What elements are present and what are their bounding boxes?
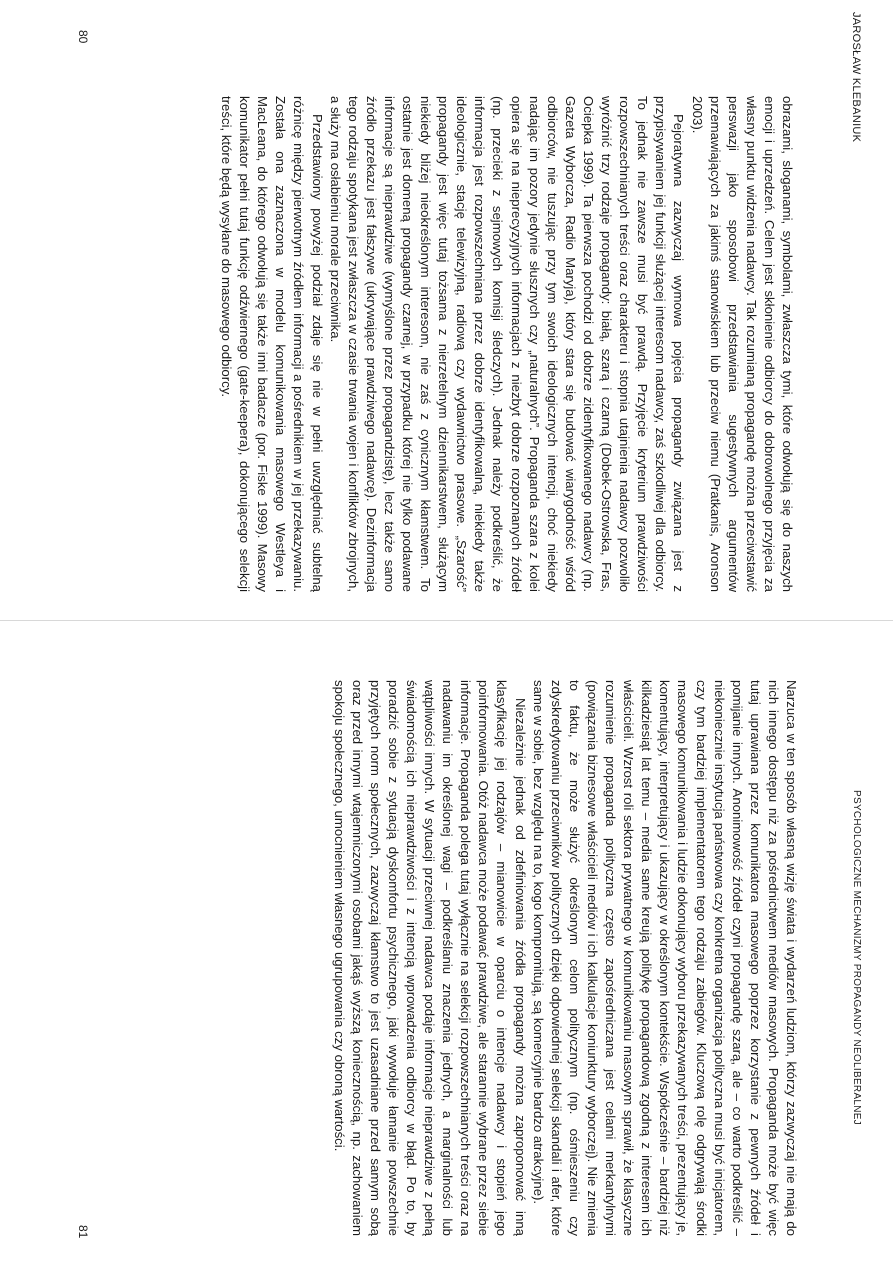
paragraph: obrazami, sloganami, symbolami, zwłaszcza tymi, które odwołują się do naszych emocji i uprzedzeń. Celem jest skłonienie odbiorcy do dobrowolnego przyjęcia za własny punktu widzenia nadawcy. Tak rozumianą propagandę można przeciwstawić perswazji jako sposobowi przedstawiania sugestywnych argumentów przemawiających za jakimś stanowiskiem lub przeciw niemu (Pratkanis, Aronson 2003). [689,96,795,592]
right-page-body [330,680,800,1240]
paragraph: Przedstawiony powyżej podział zdaje się nie w pełni uwzględniać subtelną różnicę między pierwotnym źródłem informacji a pośrednikiem w jej przekazywaniu. Została ona zaznaczona w modelu komunikowania masowego Westleya i MacLeana, do którego odwołują się także inni badacze (por. Fiske 1999). Masowy komunikator pełni tutaj funkcję odźwiernego (gate-keepera), dokonującego selekcji treści, które będą wysyłane do masowego odbiorcy. [219,96,325,592]
left-page-body [217,96,796,596]
scan-fold-line [0,620,893,621]
right-page-text [330,680,800,1236]
page-number-80: 80 [76,30,90,44]
paragraph: Niezależnie jednak od zdefiniowania źródła propagandy można zaproponować inną klasyfikację jej rodzajów – mianowicie w oparciu o intencje nadawcy i stopień jego poinformowania. Otóż nadawca może podawać prawdziwe, ale starannie wybrane przez siebie informacje. Propaganda polega tutaj wyłącznie na selekcji rozpowszechnianych treści oraz na nadawaniu im określonej wagi – podkreślaniu znaczenia jednych, a marginalności lub wątpliwości innych. W sytuacji przeciwnej nadawca podaje informacje nieprawdziwe z pełną świadomością ich nieprawdziwości i z intencją wprowadzenia odbiorcy w błąd. Po to, by poradzić sobie z sytuacją dyskomfortu psychicznego, jaki wywołuje łamanie powszechnie przyjętych norm społecznych, zazwyczaj kłamstwo to jest uzasadniane przed samym sobą oraz przed innymi wtajemniczonymi osobami jakąś wyższą koniecznością, np. zachowaniem spokoju społecznego, umocnieniem własnego ugrupowania czy obroną wartości. [331,680,528,1236]
paragraph: Pejoratywna zazwyczaj wymowa pojęcia propagandy związana jest z przypisywaniem jej funkcji służącej interesom nadawcy, zaś szkodliwej dla odbiorcy. To jednak nie zawsze musi być prawdą. Przyjęcie kryterium prawdziwości rozpowszechnianych treści oraz charakteru i stopnia utajnienia nadawcy pozwoliło wyróżnić trzy rodzaje propagandy: białą, szarą i czarną (Dobek-Ostrowska, Fras, Ociepka 1999). Ta pierwsza pochodzi od dobrze zidentyfikowanego nadawcy (np. Gazeta Wyborcza, Radio Maryja), który stara się budować wiarygodność wśród odbiorców, nie tuszując przy tym swoich ideologicznych intencji, choć niekiedy nadając im pozory jedynie słusznych czy „naturalnych”. Propaganda szara z kolei opiera się na nieprecyzyjnych informacjach z niezbyt dobrze rozpoznanych źródeł (np. przecieki z sejmowych komisji śledczych). Jednak należy podkreślić, że informacja jest rozpowszechniana przez dobrze identyfikowalną, niekiedy także ideologicznie, stację telewizyjną, radiową czy wydawnictwo prasowe. „Szarość” propagandy jest więc tutaj tożsama z nierzetelnym dziennikarstwem, służącym niekiedy bliżej nieokreślonym interesom, nie zaś z cynicznym kłamstwem. To ostatnie jest domeną propagandy czarnej, w przypadku której nie tylko podawane informacje są nieprawdziwe (wymyślone przez propagandzistę), lecz także samo źródło przekazu jest fałszywe (ukrywające prawdziwego nadawcę). Dezinformacja tego rodzaju spotykana jest zwłaszcza w czasie trwania wojen i konfliktów zbrojnych, a służy ma osłabieniu morale przeciwnika. [327,96,687,592]
paragraph: Narzuca w ten sposób własną wizję świata i wydarzeń ludziom, którzy zazwyczaj nie mają do nich innego dostępu niż za pośrednictwem mediów masowych. Propaganda może być więc tutaj uprawiana przez komunikatora masowego poprzez korzystanie z pewnych źródeł i pomijanie innych. Anonimowość źródeł czyni propagandę szarą, ale – co warto podkreślić – niekoniecznie instytucja państwowa czy konkretna organizacja polityczna musi być inicjatorem, czy tym bardziej implementatorem tego rodzaju zabiegów. Kluczową rolę odgrywają środki masowego komunikowania i ludzie dokonujący wyboru przekazywanych treści, prezentujący je, komentujący, interpretujący i ukazujący w określonym kontekście. Współcześnie – bardziej niż kilkadziesiąt lat temu – media same kreują politykę propagandową zgodną z interesem ich właścicieli. Wzrost roli sektora prywatnego w komunikowaniu masowym sprawił, że klasyczne rozumienie propaganda polityczna często zapośredniczana jest celami merkantylnymi (powiązania biznesowe właścicieli mediów i ich kalkulacje koniunktury wyborczej). Nie zmienia to faktu, że może służyć określonym celom politycznym (np. ośmieszeniu czy zdyskredytowaniu przeciwników politycznych dzięki odpowiedniej selekcji skandali i afer, które same w sobie, bez względu na to, kogo kompromitują, są komercyjnie bardzo atrakcyjne). [530,680,799,1236]
running-head-left: JAROSŁAW KLEBANIUK [850,12,862,143]
left-page-text [217,96,796,592]
page-number-81: 81 [76,1225,90,1239]
running-head-right: PSYCHOLOGICZNE MECHANIZMY PROPAGANDY NEOLIBERALNEJ [851,790,862,1126]
